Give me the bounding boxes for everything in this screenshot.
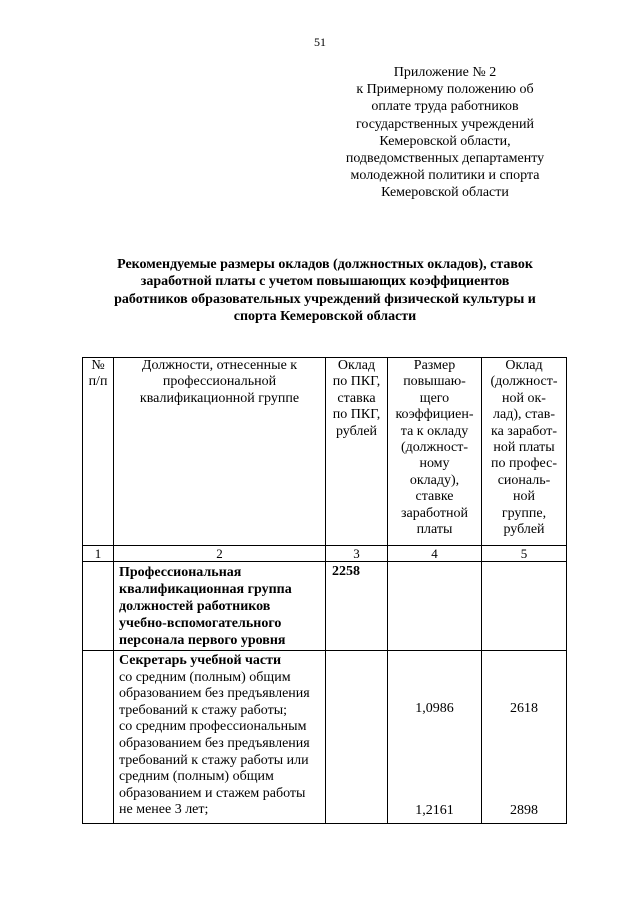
header-row bbox=[83, 358, 567, 546]
title-line: спорта Кемеровской области bbox=[233, 309, 417, 325]
header-number: № п/п bbox=[83, 358, 114, 546]
group-salary bbox=[482, 562, 567, 651]
title-line: заработной платы с учетом повышающих коэффициентов bbox=[140, 274, 510, 290]
coefficient-value: 1,2161 bbox=[415, 803, 454, 818]
salary-value: 2618 bbox=[510, 701, 538, 716]
column-number: 3 bbox=[326, 546, 388, 562]
coefficient-value: 1,0986 bbox=[415, 701, 454, 716]
document-title bbox=[90, 256, 560, 326]
appendix-line: Приложение № 2 bbox=[393, 65, 497, 80]
position-description: Секретарь учебной части со средним (полным) общим образованием без предъявления требований к стажу работы; со средним профессиональным образованием без предъявления требований к стажу работы или средним (полным) общим образованием и стажем работы не менее 3 лет; bbox=[114, 651, 326, 824]
group-name: Профессиональная квалификационная группа должностей работников учебно-вспомогательного персонала первого уровня bbox=[114, 562, 326, 651]
appendix-line: молодежной политики и спорта bbox=[350, 168, 540, 184]
page-number: 51 bbox=[314, 35, 326, 49]
position-title: Секретарь учебной части bbox=[119, 653, 282, 668]
appendix-line: государственных учреждений bbox=[356, 116, 534, 132]
group-row-number bbox=[83, 562, 114, 651]
appendix-line: к Примерному положению об bbox=[356, 82, 534, 98]
appendix-block bbox=[340, 64, 550, 202]
header-coefficient: Размер повышаю- щего коэффициен- та к окладу (должност- ному окладу), ставке заработной платы bbox=[388, 358, 482, 546]
salary-value: 2898 bbox=[510, 803, 538, 818]
column-number: 5 bbox=[482, 546, 567, 562]
title-line: работников образовательных учреждений физической культуры и bbox=[114, 291, 536, 307]
position-row bbox=[83, 651, 567, 824]
group-oklad: 2258 bbox=[326, 562, 388, 651]
position-oklad bbox=[326, 651, 388, 824]
position-salaries bbox=[482, 651, 567, 824]
group-coefficient bbox=[388, 562, 482, 651]
appendix-line: подведомственных департаменту bbox=[345, 151, 545, 167]
appendix-line: Кемеровской области, bbox=[379, 133, 511, 149]
header-oklad-pkg: Оклад по ПКГ, ставка по ПКГ, рублей bbox=[326, 358, 388, 546]
title-line: Рекомендуемые размеры окладов (должностных окладов), ставок bbox=[117, 257, 533, 272]
salary-table bbox=[82, 357, 567, 824]
column-number: 1 bbox=[83, 546, 114, 562]
column-number-row bbox=[83, 546, 567, 562]
appendix-line: оплате труда работников bbox=[371, 99, 519, 115]
position-row-number bbox=[83, 651, 114, 824]
header-positions: Должности, отнесенные к профессиональной квалификационной группе bbox=[114, 358, 326, 546]
position-coefficients bbox=[388, 651, 482, 824]
column-number: 2 bbox=[114, 546, 326, 562]
appendix-line: Кемеровской области bbox=[381, 185, 509, 201]
group-row bbox=[83, 562, 567, 651]
column-number: 4 bbox=[388, 546, 482, 562]
header-salary: Оклад (должност- ной ок- лад), став- ка заработ- ной платы по профес- сиональ- ной группе, рублей bbox=[482, 358, 567, 546]
